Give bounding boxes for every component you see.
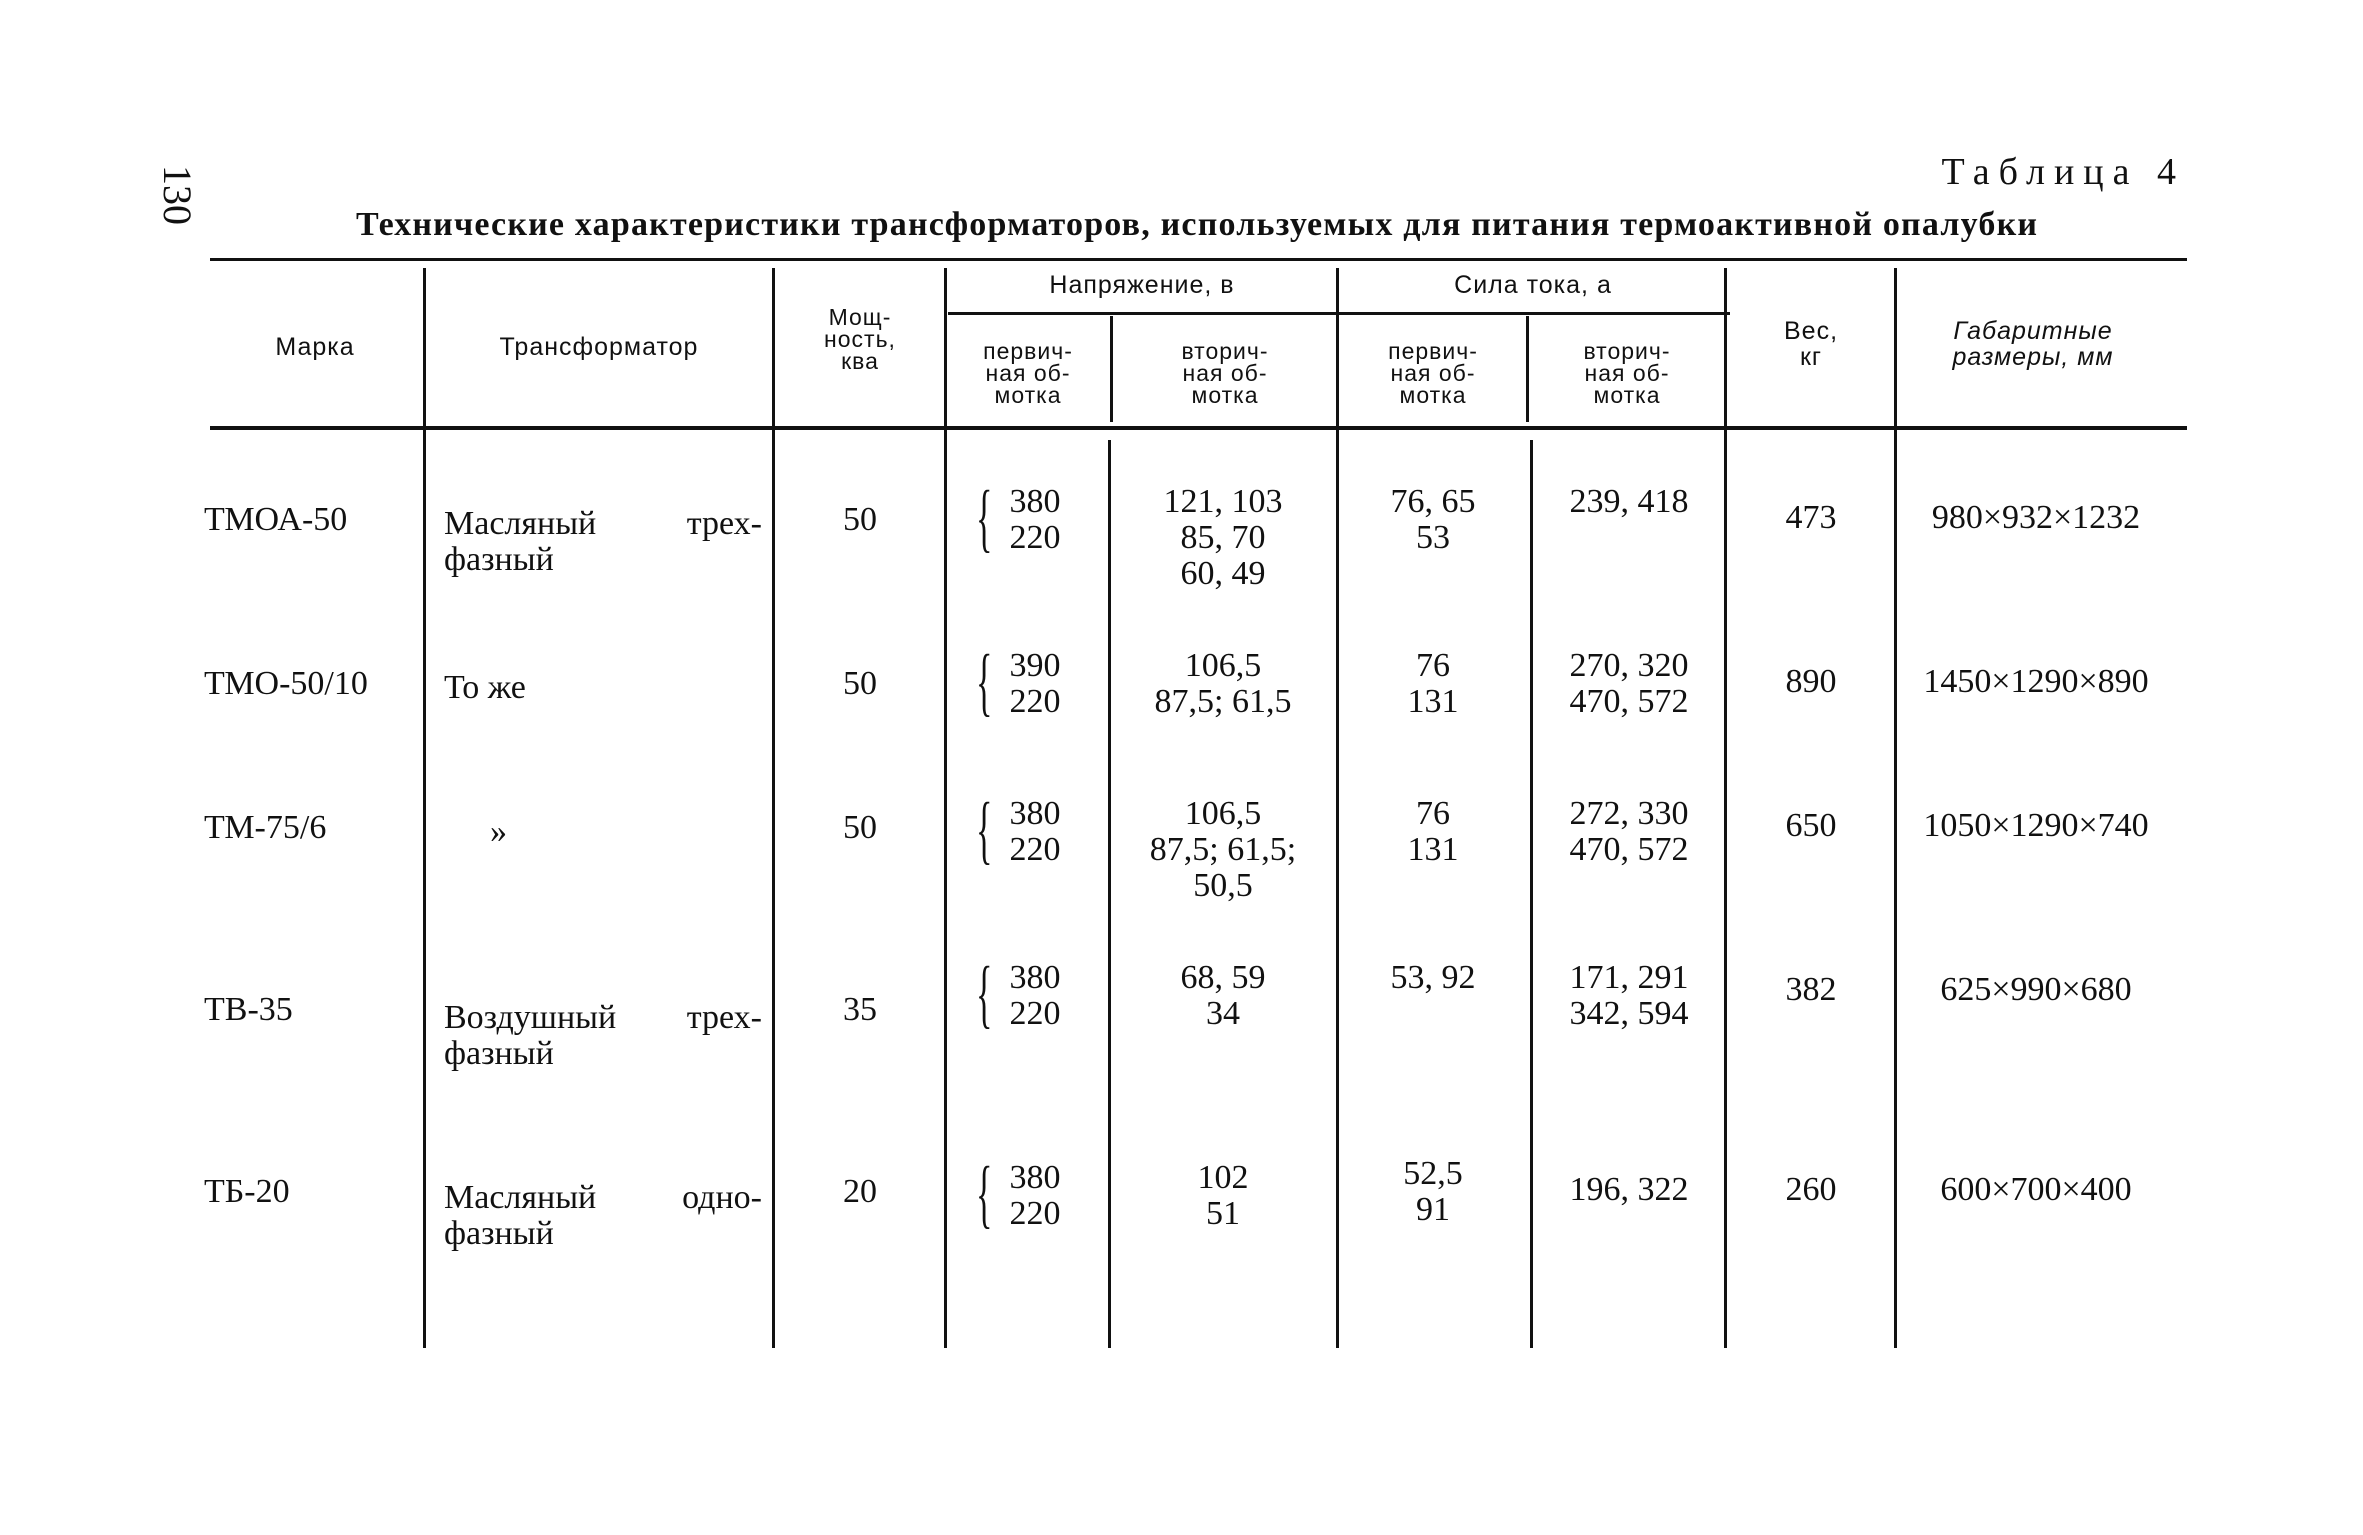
table-row-3-weight: 650 (1785, 807, 1837, 844)
header-transformer: Трансформатор (499, 333, 699, 361)
table-row-4-weight: 382 (1785, 971, 1837, 1008)
col-divider (1108, 440, 1111, 1348)
header-voltage: Напряжение, в (1049, 271, 1235, 299)
brace: { (976, 788, 993, 872)
table-row-3-voltage-primary: 380 220 (1009, 795, 1061, 868)
header-bottom-rule (210, 426, 2187, 430)
table-row-5-brand: ТБ-20 (204, 1173, 290, 1210)
table-row-5-power: 20 (843, 1173, 877, 1210)
table-row-2-current-primary: 76 131 (1407, 647, 1459, 720)
table-row-1-voltage-primary: 380 220 (1009, 483, 1061, 556)
table-row-3-current-secondary: 272, 330 470, 572 (1569, 795, 1689, 868)
voltage-group-rule (948, 312, 1340, 315)
table-row-4-dimensions: 625×990×680 (1940, 971, 2132, 1008)
page-number: 130 (155, 165, 201, 225)
table-row-1-current-secondary: 239, 418 (1569, 483, 1689, 520)
table-row-1-current-primary: 76, 65 53 (1390, 483, 1476, 556)
table-row-2-power: 50 (843, 665, 877, 702)
table-row-5-current-primary: 52,5 91 (1403, 1155, 1463, 1228)
col-divider (1530, 440, 1533, 1348)
header-brand: Марка (275, 333, 355, 361)
col-divider (423, 268, 426, 1348)
table-row-3-voltage-secondary: 106,5 87,5; 61,5; 50,5 (1149, 795, 1297, 904)
table-row-4-brand: ТВ-35 (204, 991, 293, 1028)
header-power: Мощ- ность, ква (824, 304, 896, 374)
table-row-3-dimensions: 1050×1290×740 (1923, 807, 2149, 844)
table-row-1-voltage-secondary: 121, 103 85, 70 60, 49 (1163, 483, 1283, 592)
current-group-rule (1340, 312, 1730, 315)
header-dimensions: Габаритные размеры, мм (1952, 317, 2114, 371)
table-row-1-weight: 473 (1785, 499, 1837, 536)
table-row-4-voltage-primary: 380 220 (1009, 959, 1061, 1032)
table-row-1-transformer: Масляный трех- фазный (444, 505, 762, 578)
table-row-5-current-secondary: 196, 322 (1569, 1171, 1689, 1208)
brace: { (976, 476, 993, 560)
table-row-4-transformer: Воздушный трех- фазный (444, 999, 762, 1072)
header-current-primary: первич- ная об- мотка (1388, 338, 1478, 408)
table-row-5-transformer: Масляный одно- фазный (444, 1179, 762, 1252)
table-row-2-transformer: То же (444, 669, 526, 706)
header-weight: Вес, кг (1783, 317, 1839, 371)
table-row-4-voltage-secondary: 68, 59 34 (1180, 959, 1266, 1032)
table-row-3-transformer: » (490, 813, 507, 850)
table-row-3-power: 50 (843, 809, 877, 846)
table-label: Таблица 4 (1941, 151, 2185, 193)
header-current: Сила тока, а (1454, 271, 1612, 299)
top-rule (210, 258, 2187, 261)
brace: { (976, 640, 993, 724)
table-row-2-voltage-primary: 390 220 (1009, 647, 1061, 720)
table-row-2-voltage-secondary: 106,5 87,5; 61,5 (1154, 647, 1292, 720)
col-divider (1526, 316, 1529, 422)
col-divider (1336, 268, 1339, 1348)
brace: { (976, 1152, 993, 1236)
table-row-5-voltage-secondary: 102 51 (1197, 1159, 1249, 1232)
col-divider (1110, 316, 1113, 422)
header-current-secondary: вторич- ная об- мотка (1583, 338, 1671, 408)
header-voltage-primary: первич- ная об- мотка (983, 338, 1073, 408)
table-row-4-current-primary: 53, 92 (1390, 959, 1476, 996)
table-row-4-power: 35 (843, 991, 877, 1028)
table-row-4-current-secondary: 171, 291 342, 594 (1569, 959, 1689, 1032)
col-divider (1724, 268, 1727, 1348)
table-row-2-brand: ТМО-50/10 (204, 665, 368, 702)
table-caption: Технические характеристики трансформаторов, используемых для питания термоактивной опалубки (356, 206, 2039, 243)
header-voltage-secondary: вторич- ная об- мотка (1181, 338, 1269, 408)
table-row-1-dimensions: 980×932×1232 (1931, 499, 2141, 536)
table-row-5-voltage-primary: 380 220 (1009, 1159, 1061, 1232)
table-row-2-dimensions: 1450×1290×890 (1923, 663, 2149, 700)
table-row-3-current-primary: 76 131 (1407, 795, 1459, 868)
col-divider (1894, 268, 1897, 1348)
brace: { (976, 952, 993, 1036)
table-row-2-current-secondary: 270, 320 470, 572 (1569, 647, 1689, 720)
table-row-1-power: 50 (843, 501, 877, 538)
table-row-5-dimensions: 600×700×400 (1940, 1171, 2132, 1208)
table-row-3-brand: ТМ-75/6 (204, 809, 327, 846)
table-row-5-weight: 260 (1785, 1171, 1837, 1208)
table-row-2-weight: 890 (1785, 663, 1837, 700)
table-row-1-brand: ТМОА-50 (204, 501, 348, 538)
